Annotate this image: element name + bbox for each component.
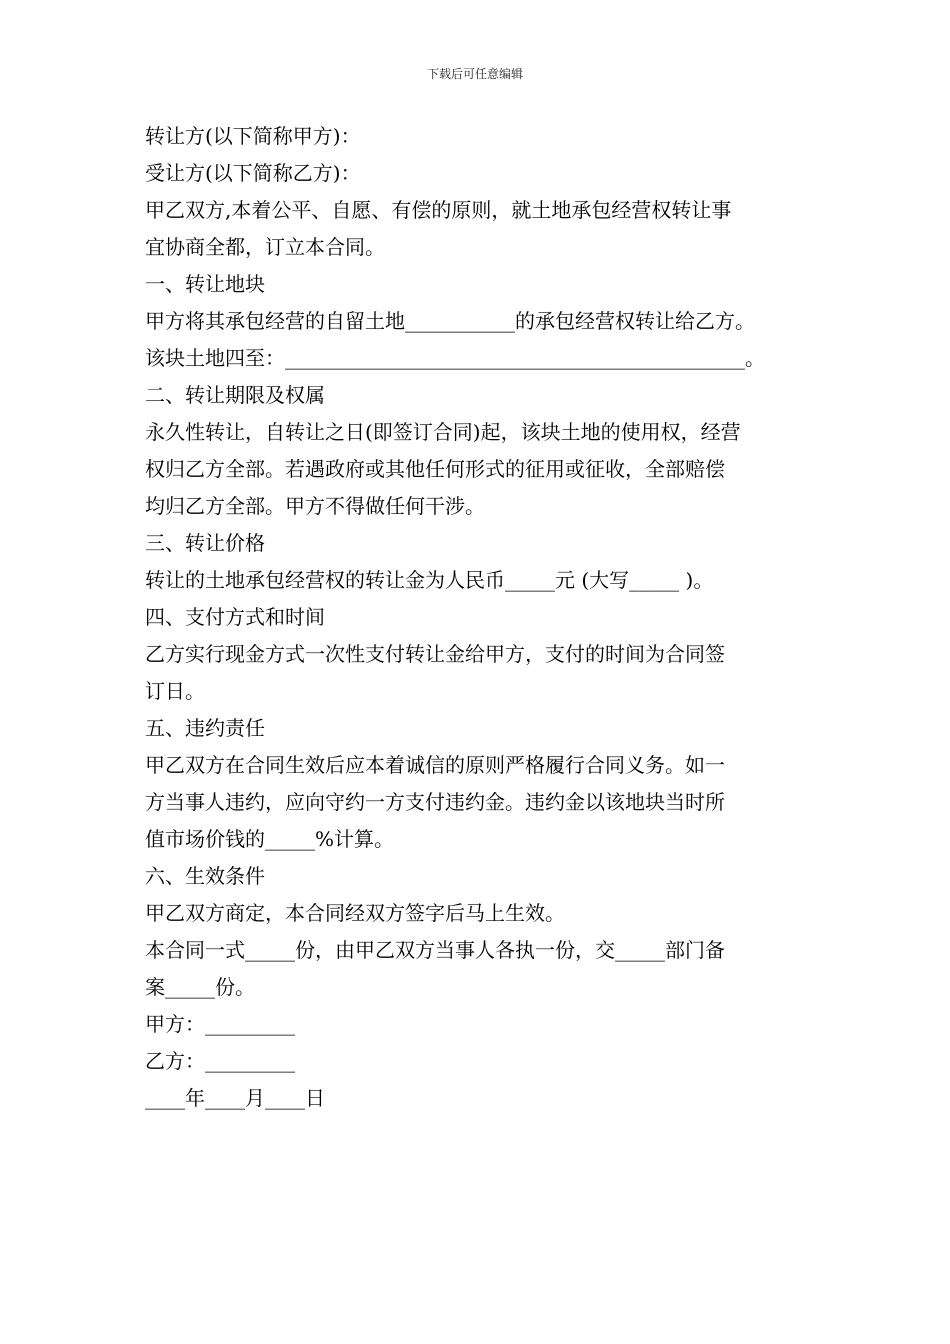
signature-party-b: 乙方：_________ [145, 1049, 295, 1073]
party-b-line: 受让方(以下简称乙方)： [145, 161, 361, 185]
section-5-line-2: 方当事人违约，应向守约一方支付违约金。违约金以该地块当时所 [145, 790, 725, 814]
party-a-line: 转让方(以下简称甲方)： [145, 124, 361, 148]
section-2-heading: 二、转让期限及权属 [145, 383, 325, 407]
section-3-heading: 三、转让价格 [145, 531, 265, 555]
section-1-line-1: 甲方将其承包经营的自留土地___________的承包经营权转让给乙方。 [145, 309, 755, 333]
section-4-line-1: 乙方实行现金方式一次性支付转让金给甲方，支付的时间为合同签 [145, 642, 725, 666]
section-1-heading: 一、转让地块 [145, 272, 265, 296]
section-1-line-2: 该块土地四至：______________________________________________。 [145, 346, 765, 370]
contract-body [145, 118, 825, 1117]
page-header-note: 下载后可任意编辑 [426, 67, 523, 81]
section-5-line-3: 值市场价钱的_____%计算。 [145, 827, 395, 851]
section-3-line-1: 转让的土地承包经营权的转让金为人民币_____元 (大写_____ )。 [145, 568, 714, 592]
preamble-line-1: 甲乙双方,本着公平、自愿、有偿的原则，就土地承包经营权转让事 [145, 198, 732, 222]
signature-party-a: 甲方：_________ [145, 1012, 295, 1036]
section-4-line-2: 订日。 [145, 679, 205, 703]
section-2-line-3: 均归乙方全部。甲方不得做任何干涉。 [145, 494, 485, 518]
section-4-heading: 四、支付方式和时间 [145, 605, 325, 629]
signature-date: ____年____月____日 [145, 1086, 325, 1110]
section-2-line-2: 权归乙方全部。若遇政府或其他任何形式的征用或征收，全部赔偿 [145, 457, 725, 481]
section-5-line-1: 甲乙双方在合同生效后应本着诚信的原则严格履行合同义务。如一 [145, 753, 725, 777]
preamble-line-2: 宜协商全都，订立本合同。 [145, 235, 385, 259]
section-6-heading: 六、生效条件 [145, 864, 265, 888]
section-2-line-1: 永久性转让，自转让之日(即签订合同)起，该块土地的使用权，经营 [145, 420, 741, 444]
section-6-line-3: 案_____份。 [145, 975, 255, 999]
section-6-line-1: 甲乙双方商定，本合同经双方签字后马上生效。 [145, 901, 565, 925]
section-5-heading: 五、违约责任 [145, 716, 265, 740]
section-6-line-2: 本合同一式_____份，由甲乙双方当事人各执一份，交_____部门备 [145, 938, 725, 962]
